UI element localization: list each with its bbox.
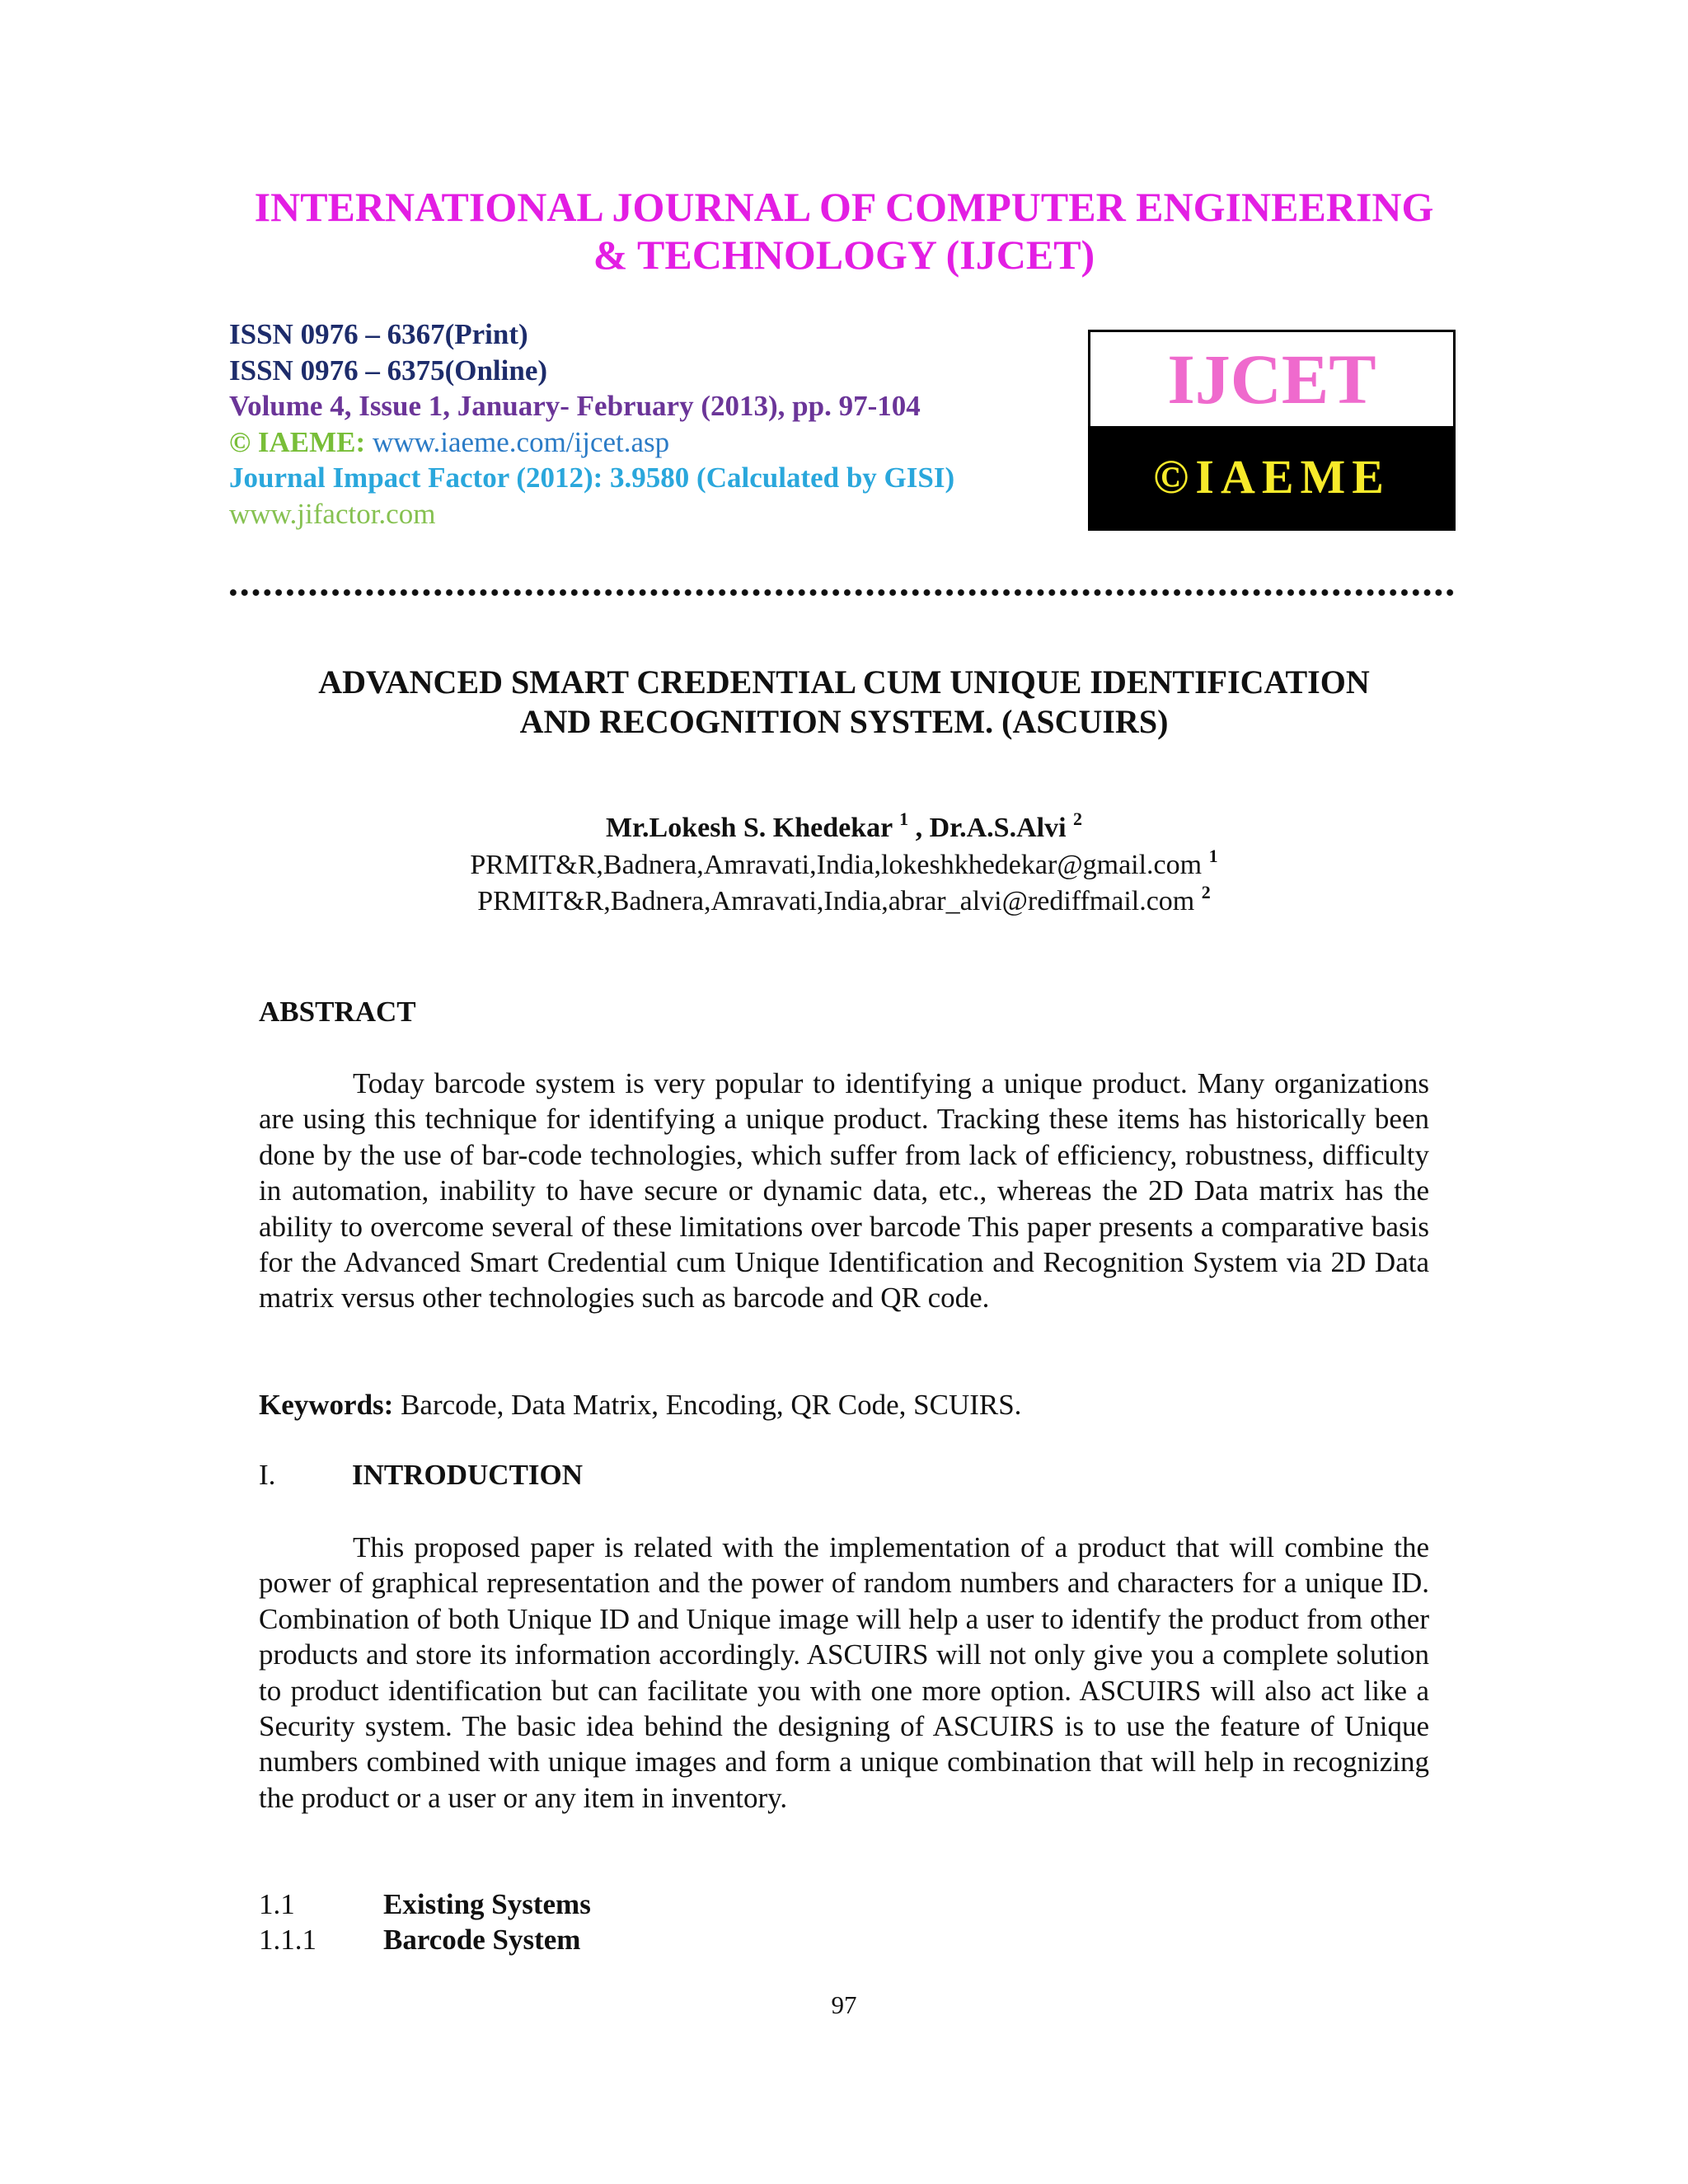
keywords: [259, 1387, 1429, 1422]
intro-number: I.: [259, 1459, 276, 1491]
author-2: Dr.A.S.Alvi: [929, 813, 1074, 843]
impact-factor: Journal Impact Factor (2012): 3.9580 (Calculated by GISI): [229, 462, 955, 494]
affiliation-2-text: PRMIT&R,Badnera,Amravati,India,abrar_alvi@rediffmail.com: [477, 886, 1202, 916]
intro-heading: INTRODUCTION: [352, 1459, 584, 1491]
keywords-label: Keywords:: [259, 1389, 394, 1421]
intro-body: This proposed paper is related with the implementation of a product that will combine the power of graphical representation and the power of random numbers and characters for a unique ID. Combination of both Unique ID and Unique image will help a user to identify the product from other products and store its information accordingly. ASCUIRS will not only give you a complete solution to product identification but can facilitate you with one more option. ASCUIRS will also act like a Security system. The basic idea behind the designing of ASCUIRS is to use the feature of Unique numbers combined with unique images and form a unique combination that will help in recognizing the product or a user or any item in inventory.: [259, 1531, 1429, 1814]
author-1-sup: 1: [899, 808, 909, 829]
subsection-title: Existing Systems: [383, 1888, 591, 1920]
logo-iaeme-text: ©IAEME: [1090, 426, 1453, 528]
jifactor-url[interactable]: www.jifactor.com: [229, 497, 436, 530]
journal-title: [0, 183, 1688, 279]
authors: [0, 808, 1688, 845]
iaeme-url[interactable]: www.iaeme.com/ijcet.asp: [365, 425, 670, 458]
iaeme-copyright: [229, 424, 954, 461]
author-2-sup: 2: [1073, 808, 1083, 829]
affiliation-2: [0, 882, 1688, 918]
journal-meta: [229, 316, 954, 532]
abstract-body: Today barcode system is very popular to identifying a unique product. Many organizations are using this technique for identifying a unique product. Tracking these items has historically been done by the use of bar-code technologies, which suffer from lack of efficiency, robustness, difficulty in automation, inability to have secure or dynamic data, etc., whereas the 2D Data matrix has the ability to overcome several of these limitations over barcode This paper presents a comparative basis for the Advanced Smart Credential cum Unique Identification and Recognition System via 2D Data matrix versus other technologies such as barcode and QR code.: [259, 1067, 1429, 1315]
affiliation-1-sup: 1: [1208, 846, 1218, 866]
page-number: 97: [831, 1990, 857, 2019]
paper-title-line-2: AND RECOGNITION SYSTEM. (ASCUIRS): [519, 703, 1169, 740]
paper-title: [0, 663, 1688, 742]
dotted-divider: [227, 587, 1456, 598]
author-1: Mr.Lokesh S. Khedekar: [605, 813, 900, 843]
logo-ijcet-text: IJCET: [1167, 340, 1376, 419]
paper-title-line-1: ADVANCED SMART CREDENTIAL CUM UNIQUE IDENTIFICATION: [318, 663, 1370, 701]
issn-print: ISSN 0976 – 6367(Print): [229, 318, 528, 350]
journal-title-line-1: INTERNATIONAL JOURNAL OF COMPUTER ENGINEERING: [254, 184, 1434, 230]
ijcet-logo: [1088, 330, 1456, 531]
subsection-number: 1.1: [259, 1888, 295, 1920]
journal-title-line-2: & TECHNOLOGY (IJCET): [593, 232, 1095, 278]
affiliation-1: [0, 846, 1688, 882]
subsection-number: 1.1.1: [259, 1924, 316, 1956]
affiliation-2-sup: 2: [1201, 882, 1211, 902]
abstract-heading: ABSTRACT: [259, 996, 416, 1028]
issn-online: ISSN 0976 – 6375(Online): [229, 354, 548, 387]
subsection-title: Barcode System: [383, 1924, 581, 1956]
author-separator: ,: [908, 813, 930, 843]
affiliation-1-text: PRMIT&R,Badnera,Amravati,India,lokeshkhedekar@gmail.com: [470, 850, 1209, 880]
volume-info: Volume 4, Issue 1, January- February (2013), pp. 97-104: [229, 390, 921, 422]
iaeme-label: © IAEME:: [229, 425, 366, 458]
keywords-text: Barcode, Data Matrix, Encoding, QR Code, SCUIRS.: [393, 1389, 1022, 1421]
